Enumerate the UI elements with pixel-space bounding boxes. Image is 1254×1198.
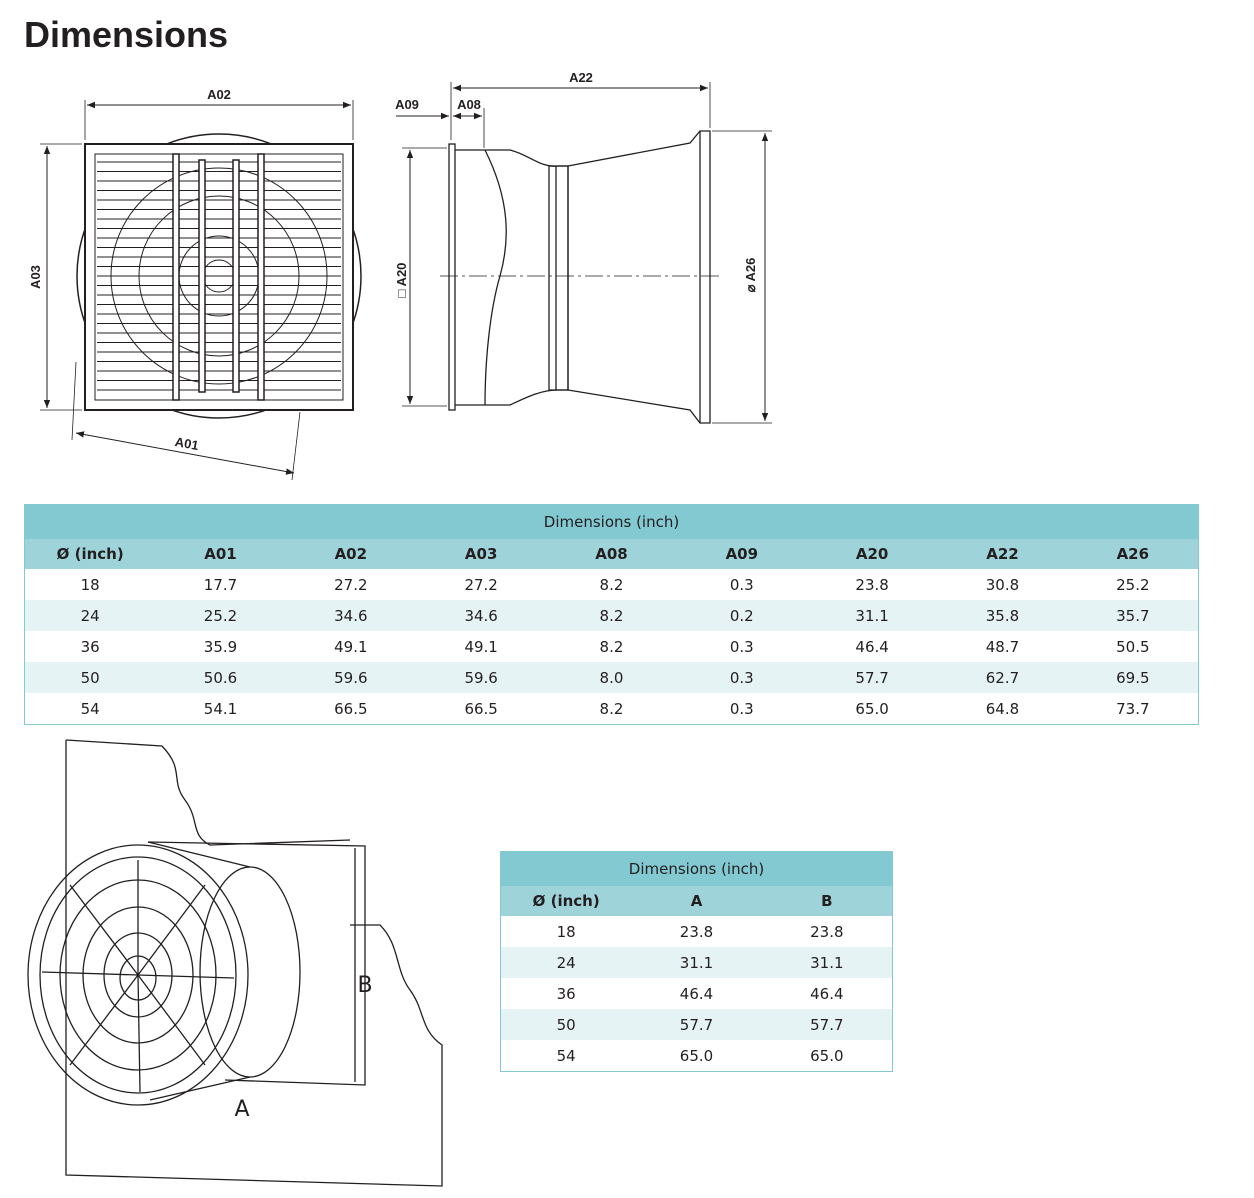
table-cell: 46.4 bbox=[631, 978, 761, 1009]
label-a22: A22 bbox=[569, 70, 593, 85]
table-cell: 48.7 bbox=[937, 631, 1067, 662]
table-cell: 57.7 bbox=[762, 1009, 892, 1040]
table-cell: 57.7 bbox=[807, 662, 937, 693]
table-cell: 59.6 bbox=[286, 662, 416, 693]
column-header: A08 bbox=[546, 539, 676, 569]
column-header: A bbox=[631, 886, 761, 916]
table-cell: 25.2 bbox=[155, 600, 285, 631]
table-cell: 50.5 bbox=[1068, 631, 1198, 662]
label-a01: A01 bbox=[173, 434, 200, 454]
table-cell: 18 bbox=[501, 916, 631, 947]
table-cell: 23.8 bbox=[762, 916, 892, 947]
table-cell: 49.1 bbox=[416, 631, 546, 662]
table-cell: 8.2 bbox=[546, 600, 676, 631]
main-dimensions-table bbox=[25, 505, 1198, 724]
main-table-caption: Dimensions (inch) bbox=[25, 505, 1198, 539]
label-a02: A02 bbox=[207, 87, 231, 102]
table-cell: 0.2 bbox=[677, 600, 807, 631]
front-view-drawing bbox=[0, 60, 380, 490]
column-header: A20 bbox=[807, 539, 937, 569]
table-cell: 54 bbox=[25, 693, 155, 724]
table-cell: 17.7 bbox=[155, 569, 285, 600]
column-header: A01 bbox=[155, 539, 285, 569]
square-symbol: □ bbox=[394, 289, 409, 298]
table-row bbox=[501, 978, 892, 1009]
page-title: Dimensions bbox=[24, 14, 229, 55]
table-cell: 50 bbox=[501, 1009, 631, 1040]
side-view-drawing bbox=[380, 60, 800, 440]
table-cell: 24 bbox=[25, 600, 155, 631]
table-cell: 54.1 bbox=[155, 693, 285, 724]
table-cell: 57.7 bbox=[631, 1009, 761, 1040]
table-cell: 0.3 bbox=[677, 662, 807, 693]
table-cell: 62.7 bbox=[937, 662, 1067, 693]
table-cell: 50.6 bbox=[155, 662, 285, 693]
table-cell: 59.6 bbox=[416, 662, 546, 693]
table-cell: 49.1 bbox=[286, 631, 416, 662]
label-a08: A08 bbox=[457, 97, 481, 112]
table-cell: 73.7 bbox=[1068, 693, 1198, 724]
table-cell: 35.7 bbox=[1068, 600, 1198, 631]
table-cell: 0.3 bbox=[677, 631, 807, 662]
table-row bbox=[501, 1040, 892, 1071]
table-cell: 65.0 bbox=[807, 693, 937, 724]
callout-b: B bbox=[357, 973, 373, 998]
table-cell: 65.0 bbox=[631, 1040, 761, 1071]
diameter-symbol: ⌀ bbox=[743, 284, 758, 293]
table-cell: 65.0 bbox=[762, 1040, 892, 1071]
table-cell: 34.6 bbox=[286, 600, 416, 631]
label-a26: A26 bbox=[743, 257, 758, 282]
table-cell: 23.8 bbox=[807, 569, 937, 600]
table-cell: 35.9 bbox=[155, 631, 285, 662]
table-cell: 8.2 bbox=[546, 569, 676, 600]
table-cell: 35.8 bbox=[937, 600, 1067, 631]
column-header: A09 bbox=[677, 539, 807, 569]
table-cell: 8.2 bbox=[546, 631, 676, 662]
table-row bbox=[501, 916, 892, 947]
table-cell: 34.6 bbox=[416, 600, 546, 631]
table-cell: 31.1 bbox=[807, 600, 937, 631]
table-cell: 0.3 bbox=[677, 569, 807, 600]
table-cell: 64.8 bbox=[937, 693, 1067, 724]
table-cell: 50 bbox=[25, 662, 155, 693]
table-row bbox=[25, 569, 1198, 600]
table-row bbox=[25, 600, 1198, 631]
table-cell: 36 bbox=[25, 631, 155, 662]
table-cell: 27.2 bbox=[286, 569, 416, 600]
column-header: Ø (inch) bbox=[25, 539, 155, 569]
column-header: A22 bbox=[937, 539, 1067, 569]
table-cell: 27.2 bbox=[416, 569, 546, 600]
label-a09: A09 bbox=[395, 97, 419, 112]
table-cell: 23.8 bbox=[631, 916, 761, 947]
svg-text:⌀ A26 bbox=[743, 258, 758, 293]
table-cell: 30.8 bbox=[937, 569, 1067, 600]
isometric-view-drawing bbox=[20, 735, 460, 1190]
table-cell: 46.4 bbox=[762, 978, 892, 1009]
table-cell: 18 bbox=[25, 569, 155, 600]
table-cell: 54 bbox=[501, 1040, 631, 1071]
ab-dimensions-table bbox=[501, 852, 892, 1071]
table-cell: 69.5 bbox=[1068, 662, 1198, 693]
table-row bbox=[501, 947, 892, 978]
column-header: B bbox=[762, 886, 892, 916]
table-row bbox=[25, 631, 1198, 662]
table-row bbox=[25, 662, 1198, 693]
table-cell: 8.2 bbox=[546, 693, 676, 724]
small-table-caption: Dimensions (inch) bbox=[501, 852, 892, 886]
column-header: A03 bbox=[416, 539, 546, 569]
table-row bbox=[25, 693, 1198, 724]
table-cell: 0.3 bbox=[677, 693, 807, 724]
table-cell: 31.1 bbox=[762, 947, 892, 978]
column-header: Ø (inch) bbox=[501, 886, 631, 916]
column-header: A26 bbox=[1068, 539, 1198, 569]
callout-a: A bbox=[234, 1097, 250, 1122]
table-cell: 24 bbox=[501, 947, 631, 978]
label-a03: A03 bbox=[28, 265, 43, 289]
svg-text:□ A20 bbox=[394, 263, 409, 298]
table-cell: 66.5 bbox=[286, 693, 416, 724]
column-header: A02 bbox=[286, 539, 416, 569]
table-cell: 25.2 bbox=[1068, 569, 1198, 600]
table-cell: 31.1 bbox=[631, 947, 761, 978]
table-cell: 46.4 bbox=[807, 631, 937, 662]
table-row bbox=[501, 1009, 892, 1040]
label-a20: A20 bbox=[394, 262, 409, 287]
table-cell: 66.5 bbox=[416, 693, 546, 724]
table-cell: 36 bbox=[501, 978, 631, 1009]
table-cell: 8.0 bbox=[546, 662, 676, 693]
